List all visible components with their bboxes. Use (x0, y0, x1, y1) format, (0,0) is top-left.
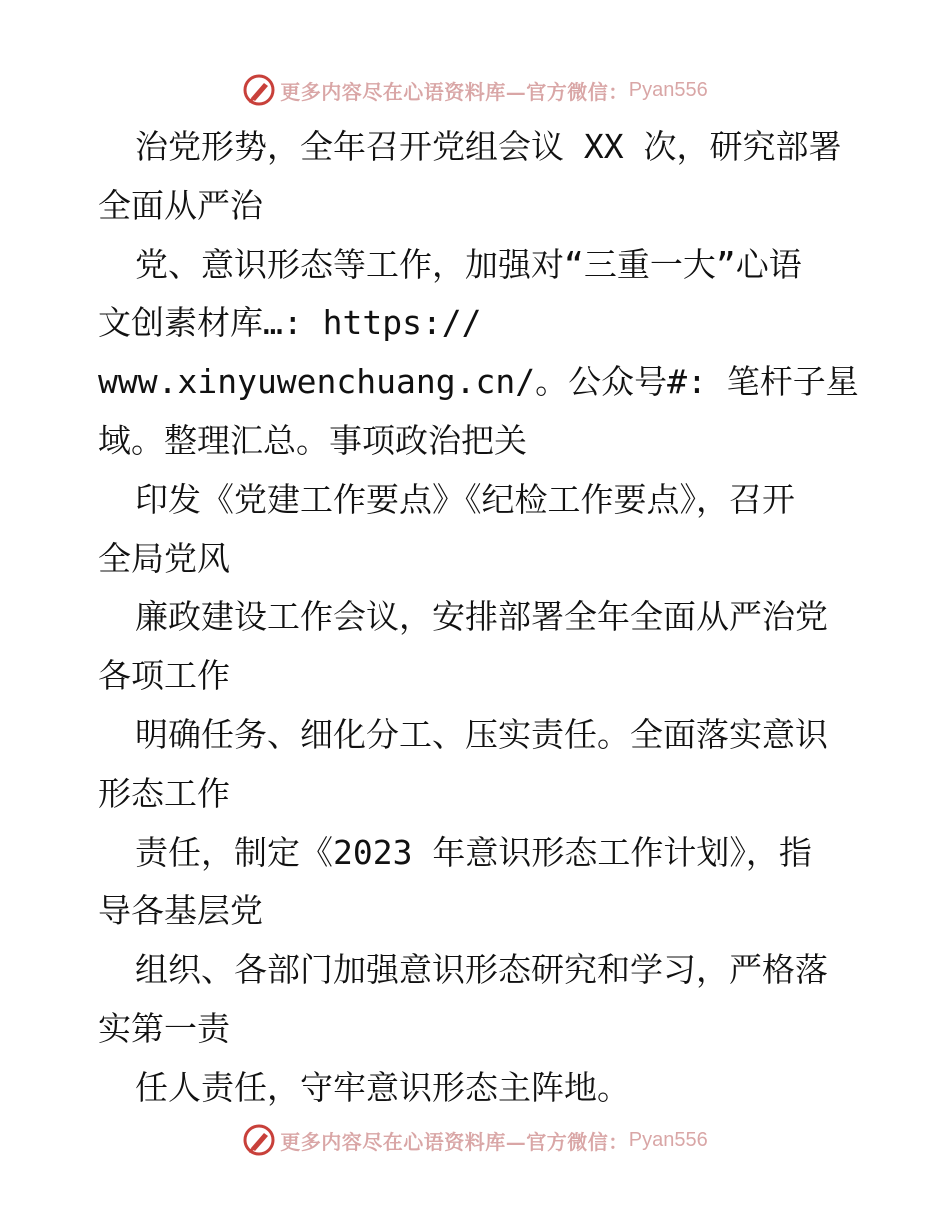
text-line: 责任，制定《2023 年意识形态工作计划》，指 (135, 832, 812, 872)
pen-logo-icon (242, 73, 276, 107)
text-line: 实第一责 (98, 1008, 230, 1048)
text-line: www.xinyuwenchuang.cn/。公众号#: 笔杆子星 (98, 362, 859, 402)
watermark-banner-top (0, 70, 950, 110)
text-line: 文创素材库…: https:// (98, 303, 482, 343)
text-line: 域。整理汇总。事项政治把关 (98, 420, 527, 460)
banner-text: 更多内容尽在心语资料库—官方微信： (280, 1129, 629, 1154)
text-line: 治党形势，全年召开党组会议 XX 次，研究部署 (135, 127, 842, 166)
text-line: 印发《党建工作要点》《纪检工作要点》，召开 (135, 479, 795, 519)
text-line: 全局党风 (98, 538, 230, 578)
text-line: 党、意识形态等工作，加强对“三重一大”心语 (135, 244, 802, 284)
banner-brand: Pyan556 (628, 78, 708, 101)
text-line: 任人责任，守牢意识形态主阵地。 (135, 1067, 630, 1107)
watermark-banner-bottom (0, 1120, 950, 1160)
pen-logo-icon (242, 1123, 276, 1157)
text-line: 全面从严治 (98, 185, 263, 225)
text-line: 廉政建设工作会议，安排部署全年全面从严治党 (135, 597, 828, 637)
document-body (98, 118, 858, 1118)
text-line: 明确任务、细化分工、压实责任。全面落实意识 (135, 714, 828, 754)
text-line: 组织、各部门加强意识形态研究和学习，严格落 (135, 950, 828, 990)
banner-text: 更多内容尽在心语资料库—官方微信： (280, 79, 629, 104)
text-line: 形态工作 (98, 773, 230, 813)
text-line: 导各基层党 (98, 891, 263, 931)
banner-brand: Pyan556 (628, 1128, 708, 1151)
text-line: 各项工作 (98, 656, 230, 696)
